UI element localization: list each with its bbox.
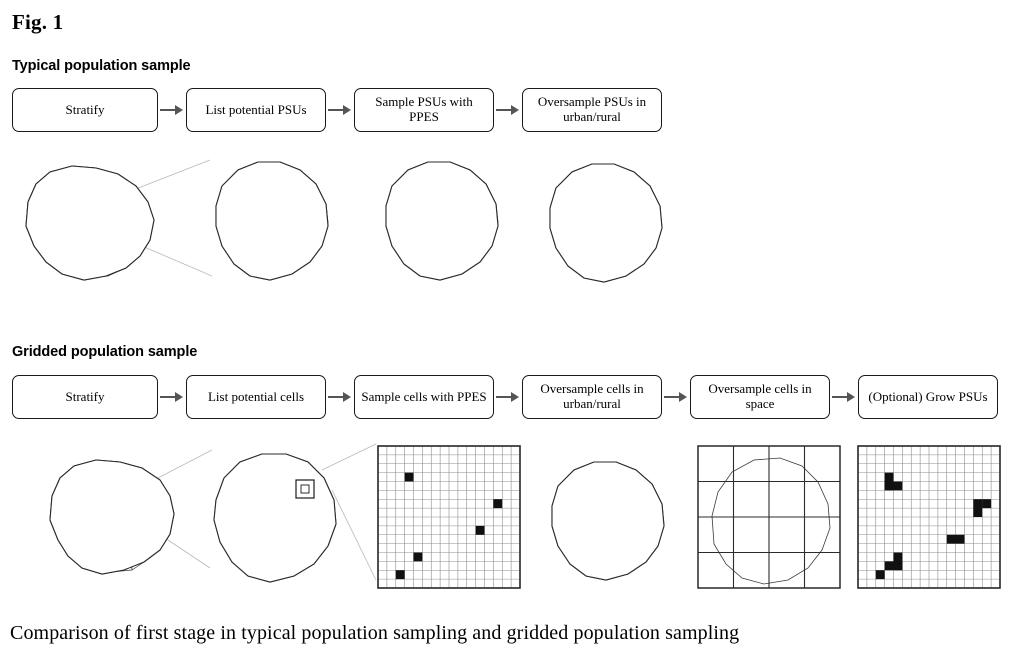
arrow-icon <box>494 105 522 115</box>
maps-row-gridded <box>0 432 1035 597</box>
selected-psus-map <box>374 150 524 295</box>
country-districts-map-typical <box>14 156 174 291</box>
flow-step-oversample-psus-urban-rural[interactable]: Oversample PSUs in urban/rural <box>522 88 662 132</box>
sampled-grid-cells <box>376 444 522 590</box>
flow-step-sample-psus-ppes[interactable]: Sample PSUs with PPES <box>354 88 494 132</box>
flow-step-stratify-typical[interactable]: Stratify <box>12 88 158 132</box>
arrow-icon <box>494 392 522 402</box>
flow-step-oversample-cells-urban-rural[interactable]: Oversample cells in urban/rural <box>522 375 662 419</box>
figure-caption: Comparison of first stage in typical population sampling and gridded population sampling <box>10 622 740 644</box>
arrow-icon <box>326 392 354 402</box>
flow-step-list-psus[interactable]: List potential PSUs <box>186 88 326 132</box>
flow-typical <box>12 88 662 132</box>
arrow-icon <box>830 392 858 402</box>
zoomed-districts-map-typical <box>204 150 354 295</box>
section-title-gridded: Gridded population sample <box>12 344 198 360</box>
arrow-icon <box>158 392 186 402</box>
arrow-icon <box>662 392 690 402</box>
section-title-typical: Typical population sample <box>12 58 191 74</box>
flow-step-sample-cells-ppes[interactable]: Sample cells with PPES <box>354 375 494 419</box>
arrow-icon <box>158 105 186 115</box>
population-density-map <box>200 442 360 592</box>
oversampled-cells-map <box>538 448 698 593</box>
flow-gridded <box>12 375 998 419</box>
maps-row-typical <box>0 148 1035 298</box>
oversampled-psus-map <box>536 150 696 295</box>
flow-step-stratify-gridded[interactable]: Stratify <box>12 375 158 419</box>
grown-psus-grid <box>856 444 1002 590</box>
country-districts-map-gridded <box>40 452 190 582</box>
flow-step-oversample-cells-space[interactable]: Oversample cells in space <box>690 375 830 419</box>
figure-label: Fig. 1 <box>12 10 64 34</box>
spatial-oversample-grid <box>696 444 842 590</box>
flow-step-list-cells[interactable]: List potential cells <box>186 375 326 419</box>
flow-step-grow-psus[interactable]: (Optional) Grow PSUs <box>858 375 998 419</box>
arrow-icon <box>326 105 354 115</box>
